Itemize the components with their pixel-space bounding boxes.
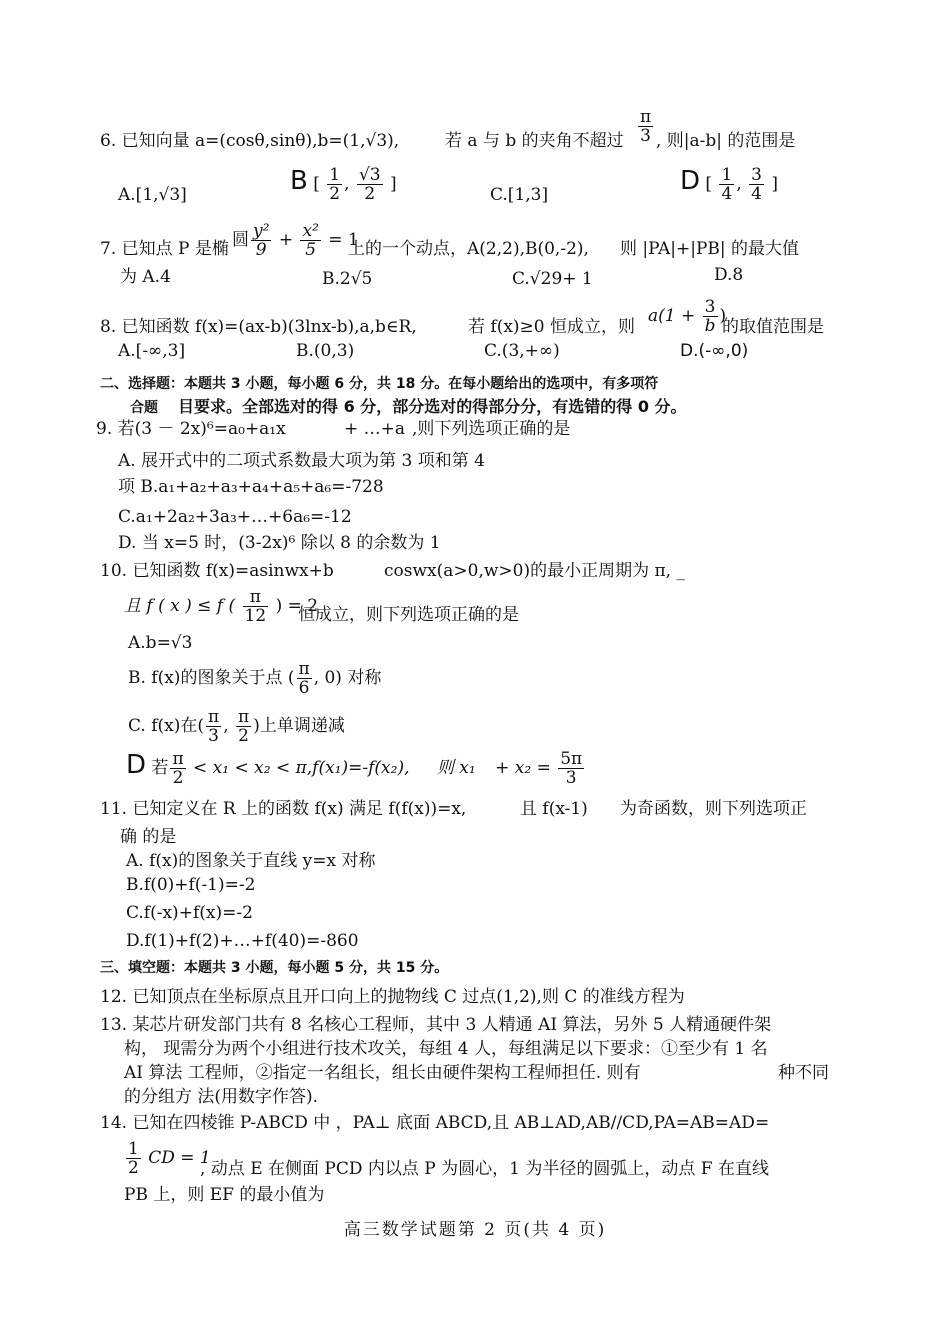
q7-option-d: D.8	[714, 265, 744, 285]
q9-option-b: 项 B.a₁+a₂+a₃+a₄+a₅+a₆=-728	[118, 477, 384, 497]
q9-stem-c: ,则下列选项正确的是	[412, 419, 571, 439]
q11-option-b: B.f(0)+f(-1)=-2	[126, 875, 256, 895]
q6-stem-b: 若 a 与 b 的夹角不超过	[445, 131, 624, 151]
q10-condition-text: 恒成立，则下列选项正确的是	[298, 605, 519, 625]
q8-option-d: D.(-∞,0)	[680, 341, 749, 361]
q14-line2: , 动点 E 在侧面 PCD 内以点 P 为圆心，1 为半径的圆弧上，动点 F 在直线	[200, 1159, 769, 1179]
q8-expression: a(1 + $\frac{3}{b}$ )	[648, 297, 727, 336]
q9-stem-a: 9. 若(3 － 2x)⁶=a₀+a₁x	[96, 419, 286, 439]
section2-heading-cont-b: 目要求。全部选对的得 6 分，部分选对的得部分分，有选错的得 0 分。	[178, 397, 687, 416]
q11-stem-b: 且 f(x-1)	[520, 799, 588, 819]
q7-stem-b: 上的一个动点，A(2,2),B(0,-2),	[348, 239, 589, 259]
q7-option-c: C.√29+ 1	[512, 269, 593, 289]
q6-stem-a: 6. 已知向量 a=(cosθ,sinθ),b=(1,√3),	[100, 131, 400, 151]
q6-option-b: B [ $\frac{1}{2}$ , $\frac{√3}{2}$ ]	[290, 165, 397, 204]
q10-option-a: A.b=√3	[128, 633, 193, 653]
q10-stem-b: coswx(a>0,w>0)的最小正周期为 π, _	[384, 561, 685, 581]
q7-option-a: 为 A.4	[120, 267, 171, 287]
section2-heading: 二、选择题：本题共 3 小题，每小题 6 分，共 18 分。在每小题给出的选项中，有多项符	[100, 376, 659, 392]
q9-option-c: C.a₁+2a₂+3a₃+…+6a₆=-12	[118, 507, 352, 527]
q7-ellipse: 圆 $\frac{\text{y²}}{9}$ + $\frac{\text{x²}}{5}$ = 1	[232, 221, 359, 260]
q9-option-a: A. 展开式中的二项式系数最大项为第 3 项和第 4	[118, 451, 485, 471]
section2-heading-cont-a: 合题	[130, 400, 158, 416]
q8-stem-b: 若 f(x)≥0 恒成立，则	[468, 317, 636, 337]
q9-stem-b: + …+a	[344, 419, 406, 439]
q6-fraction: $\frac{\pi}{3}$	[640, 107, 652, 146]
q14-fraction: $\frac{1}{2}$ CD = 1	[128, 1139, 211, 1178]
q7-stem-a: 7. 已知点 P 是椭	[100, 239, 229, 259]
q8-option-c: C.(3,+∞)	[484, 341, 560, 361]
q6-option-c: C.[1,3]	[490, 185, 549, 205]
q13-line3-end: 种不同	[778, 1063, 829, 1083]
q10-option-c: C. f(x)在( $\frac{\pi}{3}$ , $\frac{\pi}{2}$ )上单调递减	[128, 707, 345, 746]
q10-stem-a: 10. 已知函数 f(x)=asinwx+b	[100, 561, 334, 581]
q13-line3: AI 算法 工程师，②指定一名组长，组长由硬件架构工程师担任. 则有	[124, 1063, 641, 1083]
q12-stem: 12. 已知顶点在坐标原点且开口向上的抛物线 C 过点(1,2),则 C 的准线方程为	[100, 987, 685, 1007]
q14-line3: PB 上，则 EF 的最小值为	[124, 1185, 325, 1205]
q8-option-a: A.[-∞,3]	[118, 341, 186, 361]
q11-option-c: C.f(-x)+f(x)=-2	[126, 903, 253, 923]
q8-stem-c: 的取值范围是	[722, 317, 824, 337]
q14-line1: 14. 已知在四棱锥 P-ABCD 中 ，PA⊥ 底面 ABCD,且 AB⊥AD,AB//CD,PA=AB=AD=	[100, 1113, 770, 1133]
q10-option-d: D 若 $\frac{\pi}{2}$ < x₁ < x₂ < π,f(x₁)=-f(x₂), 则 x₁ + x₂ = $\frac{5\pi}{3}$	[126, 749, 583, 788]
q9-option-d: D. 当 x=5 时，(3-2x)⁶ 除以 8 的余数为 1	[118, 533, 441, 553]
q8-option-b: B.(0,3)	[296, 341, 355, 361]
q13-line2: 构， 现需分为两个小组进行技术攻关，每组 4 人，每组满足以下要求：①至少有 1 名	[124, 1039, 768, 1059]
q11-stem-c: 为奇函数，则下列选项正	[620, 799, 807, 819]
q13-line1: 13. 某芯片研发部门共有 8 名核心工程师，其中 3 人精通 AI 算法，另外 5 人精通硬件架	[100, 1015, 772, 1035]
q10-condition: 且 f ( x ) ≤ f ( $\frac{\pi}{12}$ ) = 2	[124, 587, 319, 626]
q6-option-a: A.[1,√3]	[118, 185, 187, 205]
q6-option-d: D [ $\frac{1}{4}$ , $\frac{3}{4}$ ]	[680, 165, 778, 204]
section3-heading: 三、填空题：本题共 3 小题，每小题 5 分，共 15 分。	[100, 960, 449, 976]
q11-stem-a: 11. 已知定义在 R 上的函数 f(x) 满足 f(f(x))=x,	[100, 799, 467, 819]
q10-option-b: B. f(x)的图象关于点 ( $\frac{\pi}{6}$ , 0) 对称	[128, 659, 382, 698]
q11-option-d: D.f(1)+f(2)+…+f(40)=-860	[126, 931, 359, 951]
page-footer: 高三数学试题第 2 页(共 4 页)	[343, 1220, 607, 1240]
q11-stem-cont: 确 的是	[120, 827, 177, 847]
q6-stem-c: , 则|a-b| 的范围是	[656, 131, 796, 151]
q8-stem-a: 8. 已知函数 f(x)=(ax-b)(3lnx-b),a,b∈R,	[100, 317, 417, 337]
q11-option-a: A. f(x)的图象关于直线 y=x 对称	[126, 851, 376, 871]
q7-option-b: B.2√5	[322, 269, 373, 289]
q7-stem-c: 则 |PA|+|PB| 的最大值	[620, 239, 800, 259]
q13-line4: 的分组方 法(用数字作答).	[124, 1087, 319, 1107]
